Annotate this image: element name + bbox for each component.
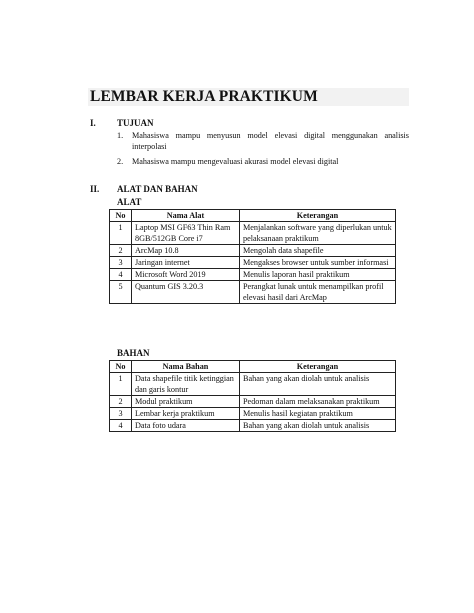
cell-note: Perangkat lunak untuk menampilkan profil elevasi hasil dari ArcMap bbox=[240, 281, 396, 304]
objective-item bbox=[117, 130, 409, 152]
cell-name: Lembar kerja praktikum bbox=[132, 408, 240, 420]
table-row bbox=[110, 281, 396, 304]
section-2-heading: ALAT DAN BAHAN bbox=[117, 184, 198, 194]
cell-no: 3 bbox=[110, 408, 132, 420]
cell-note: Menulis laporan hasil praktikum bbox=[240, 269, 396, 281]
table-row bbox=[110, 269, 396, 281]
cell-no: 4 bbox=[110, 269, 132, 281]
cell-name: Laptop MSI GF63 Thin Ram 8GB/512GB Core i7 bbox=[132, 222, 240, 245]
cell-note: Bahan yang akan diolah untuk analisis bbox=[240, 373, 396, 396]
cell-note: Mengolah data shapefile bbox=[240, 245, 396, 257]
table-row bbox=[110, 420, 396, 432]
column-header-note: Keterangan bbox=[240, 361, 396, 373]
cell-name: Jaringan internet bbox=[132, 257, 240, 269]
objective-item bbox=[117, 156, 409, 167]
cell-note: Menulis hasil kegiatan praktikum bbox=[240, 408, 396, 420]
cell-no: 1 bbox=[110, 373, 132, 396]
section-1-heading: TUJUAN bbox=[117, 118, 154, 128]
cell-name: Data shapefile titik ketinggian dan garis kontur bbox=[132, 373, 240, 396]
bahan-heading: BAHAN bbox=[117, 348, 150, 358]
cell-no: 2 bbox=[110, 396, 132, 408]
bahan-table bbox=[109, 360, 396, 432]
table-row bbox=[110, 222, 396, 245]
document-title: LEMBAR KERJA PRAKTIKUM bbox=[90, 88, 318, 105]
objective-text: Mahasiswa mampu mengevaluasi akurasi model elevasi digital bbox=[132, 157, 339, 166]
cell-name: Data foto udara bbox=[132, 420, 240, 432]
section-1-number: I. bbox=[90, 118, 96, 128]
column-header-note: Keterangan bbox=[240, 210, 396, 222]
cell-no: 1 bbox=[110, 222, 132, 245]
table-row bbox=[110, 408, 396, 420]
table-header-row bbox=[110, 210, 396, 222]
cell-note: Menjalankan software yang diperlukan untuk pelaksanaan praktikum bbox=[240, 222, 396, 245]
cell-name: Quantum GIS 3.20.3 bbox=[132, 281, 240, 304]
column-header-no: No bbox=[110, 210, 132, 222]
table-row bbox=[110, 257, 396, 269]
table-header-row bbox=[110, 361, 396, 373]
objectives-list bbox=[117, 130, 409, 171]
cell-note: Bahan yang akan diolah untuk analisis bbox=[240, 420, 396, 432]
cell-name: ArcMap 10.8 bbox=[132, 245, 240, 257]
cell-no: 2 bbox=[110, 245, 132, 257]
alat-heading: ALAT bbox=[117, 197, 142, 207]
column-header-name: Nama Alat bbox=[132, 210, 240, 222]
table-row bbox=[110, 245, 396, 257]
section-2-number: II. bbox=[90, 184, 100, 194]
alat-table bbox=[109, 209, 396, 304]
cell-note: Pedoman dalam melaksanakan praktikum bbox=[240, 396, 396, 408]
objective-number: 2. bbox=[117, 157, 124, 166]
table-row bbox=[110, 396, 396, 408]
cell-no: 3 bbox=[110, 257, 132, 269]
objective-text: Mahasiswa mampu menyusun model elevasi digital menggunakan analisis interpolasi bbox=[132, 131, 409, 151]
cell-no: 4 bbox=[110, 420, 132, 432]
column-header-name: Nama Bahan bbox=[132, 361, 240, 373]
table-row bbox=[110, 373, 396, 396]
cell-name: Microsoft Word 2019 bbox=[132, 269, 240, 281]
column-header-no: No bbox=[110, 361, 132, 373]
objective-number: 1. bbox=[117, 131, 124, 140]
cell-no: 5 bbox=[110, 281, 132, 304]
cell-name: Modul praktikum bbox=[132, 396, 240, 408]
cell-note: Mengakses browser untuk sumber informasi bbox=[240, 257, 396, 269]
